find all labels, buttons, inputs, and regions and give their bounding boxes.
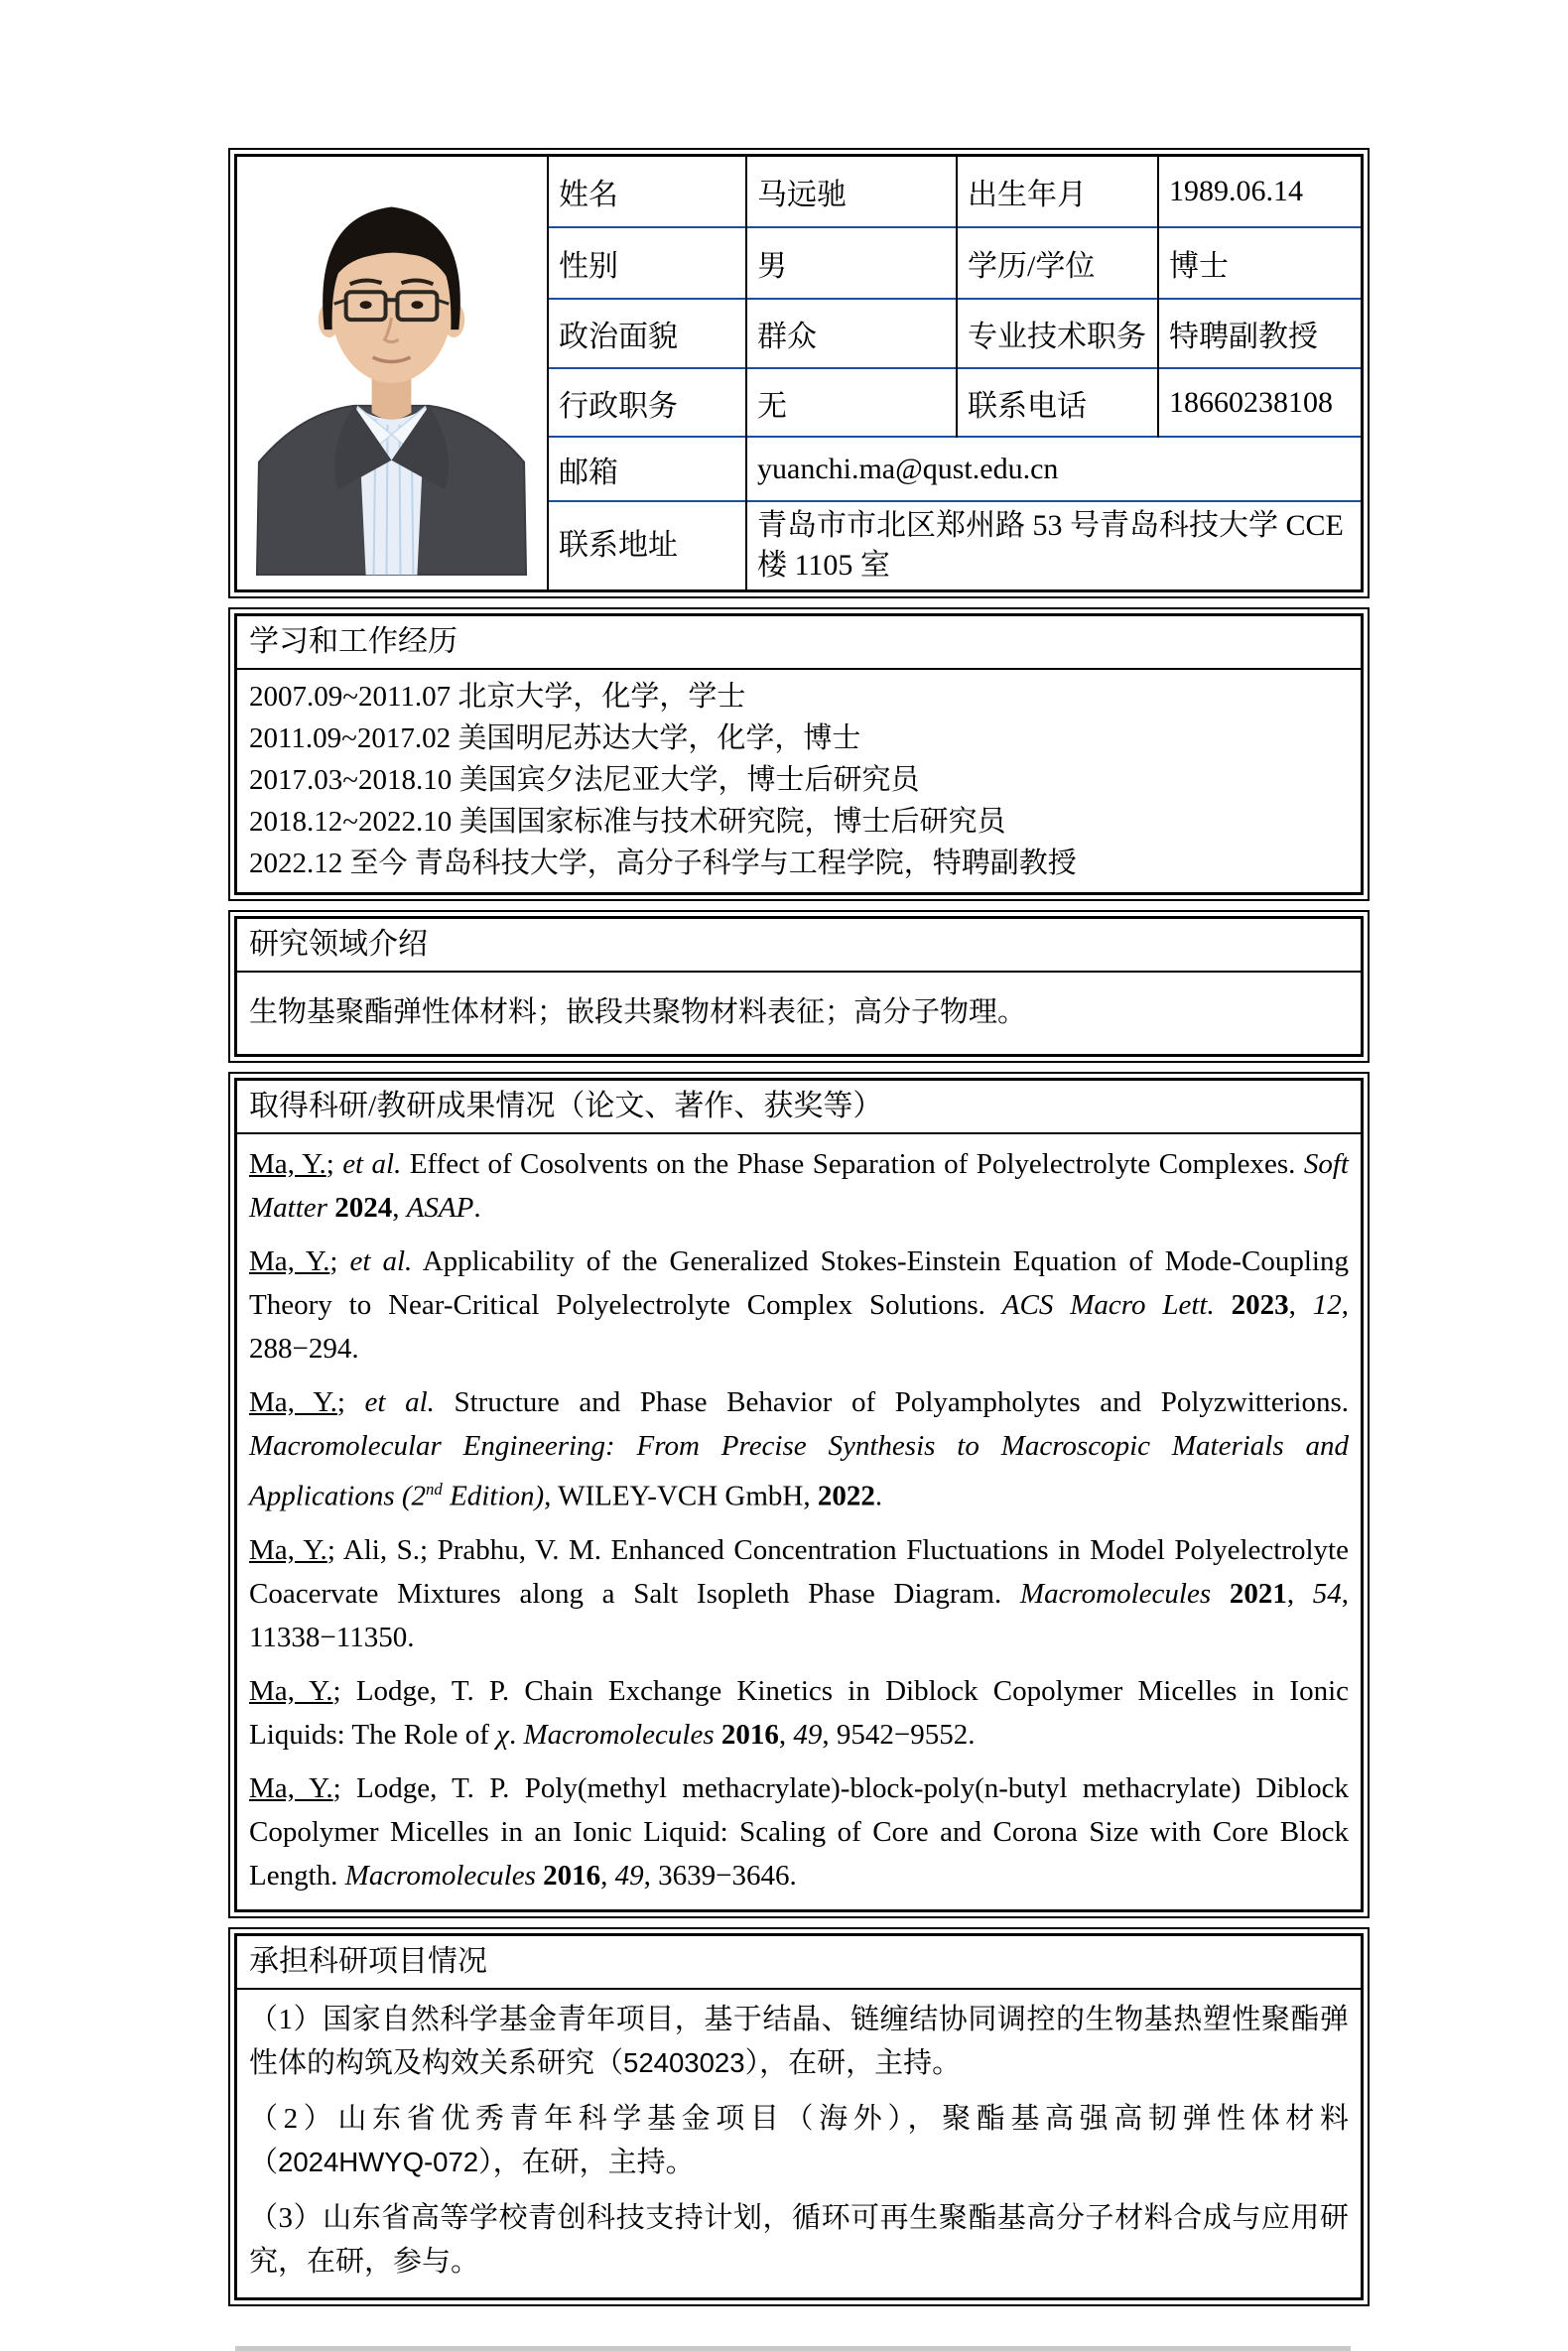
experience-line: 2007.09~2011.07 北京大学，化学，学士 xyxy=(249,681,746,713)
field-value-gender: 男 xyxy=(746,227,957,298)
experience-line: 2011.09~2017.02 美国明尼苏达大学，化学，博士 xyxy=(249,722,861,754)
field-value-birthdate: 1989.06.14 xyxy=(1158,157,1361,227)
section-research xyxy=(234,916,1364,1057)
experience-line: 2018.12~2022.10 美国国家标准与技术研究院，博士后研究员 xyxy=(249,806,1006,838)
field-label-email: 邮箱 xyxy=(548,437,746,501)
field-label-name: 姓名 xyxy=(548,157,746,227)
field-label-phone: 联系电话 xyxy=(957,368,1158,437)
project-entry: （1）国家自然科学基金青年项目，基于结晶、链缠结协同调控的生物基热塑性聚酯弹性体的构筑及构效关系研究（52403023），在研，主持。 xyxy=(249,2003,1349,2079)
section-experience-body xyxy=(237,670,1361,892)
resume-content xyxy=(234,154,1364,2351)
project-entry: （2）山东省优秀青年科学基金项目（海外），聚酯基高强高韧弹性体材料（2024HWYQ-072），在研，主持。 xyxy=(249,2102,1349,2178)
field-label-political-status: 政治面貌 xyxy=(548,299,746,368)
field-value-name: 马远驰 xyxy=(746,157,957,227)
project-entry: （3）山东省高等学校青创科技支持计划，循环可再生聚酯基高分子材料合成与应用研究，在研，参与。 xyxy=(249,2201,1349,2278)
field-value-degree: 博士 xyxy=(1158,227,1361,298)
field-label-address: 联系地址 xyxy=(548,501,746,589)
section-research-title: 研究领域介绍 xyxy=(237,919,1361,973)
field-value-professional-title: 特聘副教授 xyxy=(1158,299,1361,368)
personal-info-table xyxy=(234,154,1364,592)
field-label-birthdate: 出生年月 xyxy=(957,157,1158,227)
page-break-divider xyxy=(235,2346,1351,2351)
section-achievements xyxy=(234,1078,1364,1912)
publication-entry: Ma, Y.; Ali, S.; Prabhu, V. M. Enhanced Concentration Fluctuations in Model Polyelectrolyte Coacervate Mixtures along a Salt Isopleth Phase Diagram. Macromolecules 2021, 54, 11338−11350. xyxy=(249,1533,1350,1653)
publication-entry: Ma, Y.; Lodge, T. P. Chain Exchange Kinetics in Diblock Copolymer Micelles in Ionic Liquids: The Role of χ. Macromolecules 2016, 49, 9542−9552. xyxy=(249,1674,1349,1751)
section-achievements-title: 取得科研/教研成果情况（论文、著作、获奖等） xyxy=(237,1081,1361,1134)
publication-entry: Ma, Y.; et al. Applicability of the Generalized Stokes-Einstein Equation of Mode-Coupling Theory to Near-Critical Polyelectrolyte Complex Solutions. ACS Macro Lett. 2023, 12, 288−294. xyxy=(249,1245,1349,1365)
section-projects-title: 承担科研项目情况 xyxy=(237,1936,1361,1990)
field-value-email: yuanchi.ma@qust.edu.cn xyxy=(746,437,1361,501)
profile-photo-cell xyxy=(237,157,548,589)
field-value-phone: 18660238108 xyxy=(1158,368,1361,437)
publication-entry: Ma, Y.; Lodge, T. P. Poly(methyl methacrylate)-block-poly(n-butyl methacrylate) Diblock Copolymer Micelles in an Ionic Liquid: Scaling of Core and Corona Size with Core Block Length. Macromolecules 2016, 49, 3639−3646. xyxy=(249,1771,1349,1892)
section-projects-body xyxy=(237,1990,1361,2297)
section-experience-title: 学习和工作经历 xyxy=(237,616,1361,670)
publication-entry: Ma, Y.; et al. Structure and Phase Behavior of Polyampholytes and Polyzwitterions. Macromolecular Engineering: From Precise Synthesis to Macroscopic Materials and Applications (2nd Edition), WILEY-VCH GmbH, 2022. xyxy=(249,1386,1349,1512)
publication-entry: Ma, Y.; et al. Effect of Cosolvents on the Phase Separation of Polyelectrolyte Complexes. Soft Matter 2024, ASAP. xyxy=(249,1148,1349,1224)
field-label-admin-post: 行政职务 xyxy=(548,368,746,437)
section-achievements-body xyxy=(237,1134,1361,1909)
field-value-address: 青岛市市北区郑州路 53 号青岛科技大学 CCE 楼 1105 室 xyxy=(746,501,1361,589)
section-experience xyxy=(234,613,1364,895)
field-value-admin-post: 无 xyxy=(746,368,957,437)
section-research-body: 生物基聚酯弹性体材料；嵌段共聚物材料表征；高分子物理。 xyxy=(249,996,1027,1028)
experience-line: 2017.03~2018.10 美国宾夕法尼亚大学，博士后研究员 xyxy=(249,764,920,796)
field-label-degree: 学历/学位 xyxy=(957,227,1158,298)
section-projects xyxy=(234,1933,1364,2300)
experience-line: 2022.12 至今 青岛科技大学，高分子科学与工程学院，特聘副教授 xyxy=(249,848,1077,879)
field-value-political-status: 群众 xyxy=(746,299,957,368)
field-label-professional-title: 专业技术职务 xyxy=(957,299,1158,368)
field-label-gender: 性别 xyxy=(548,227,746,298)
portrait-photo-icon xyxy=(243,163,540,576)
